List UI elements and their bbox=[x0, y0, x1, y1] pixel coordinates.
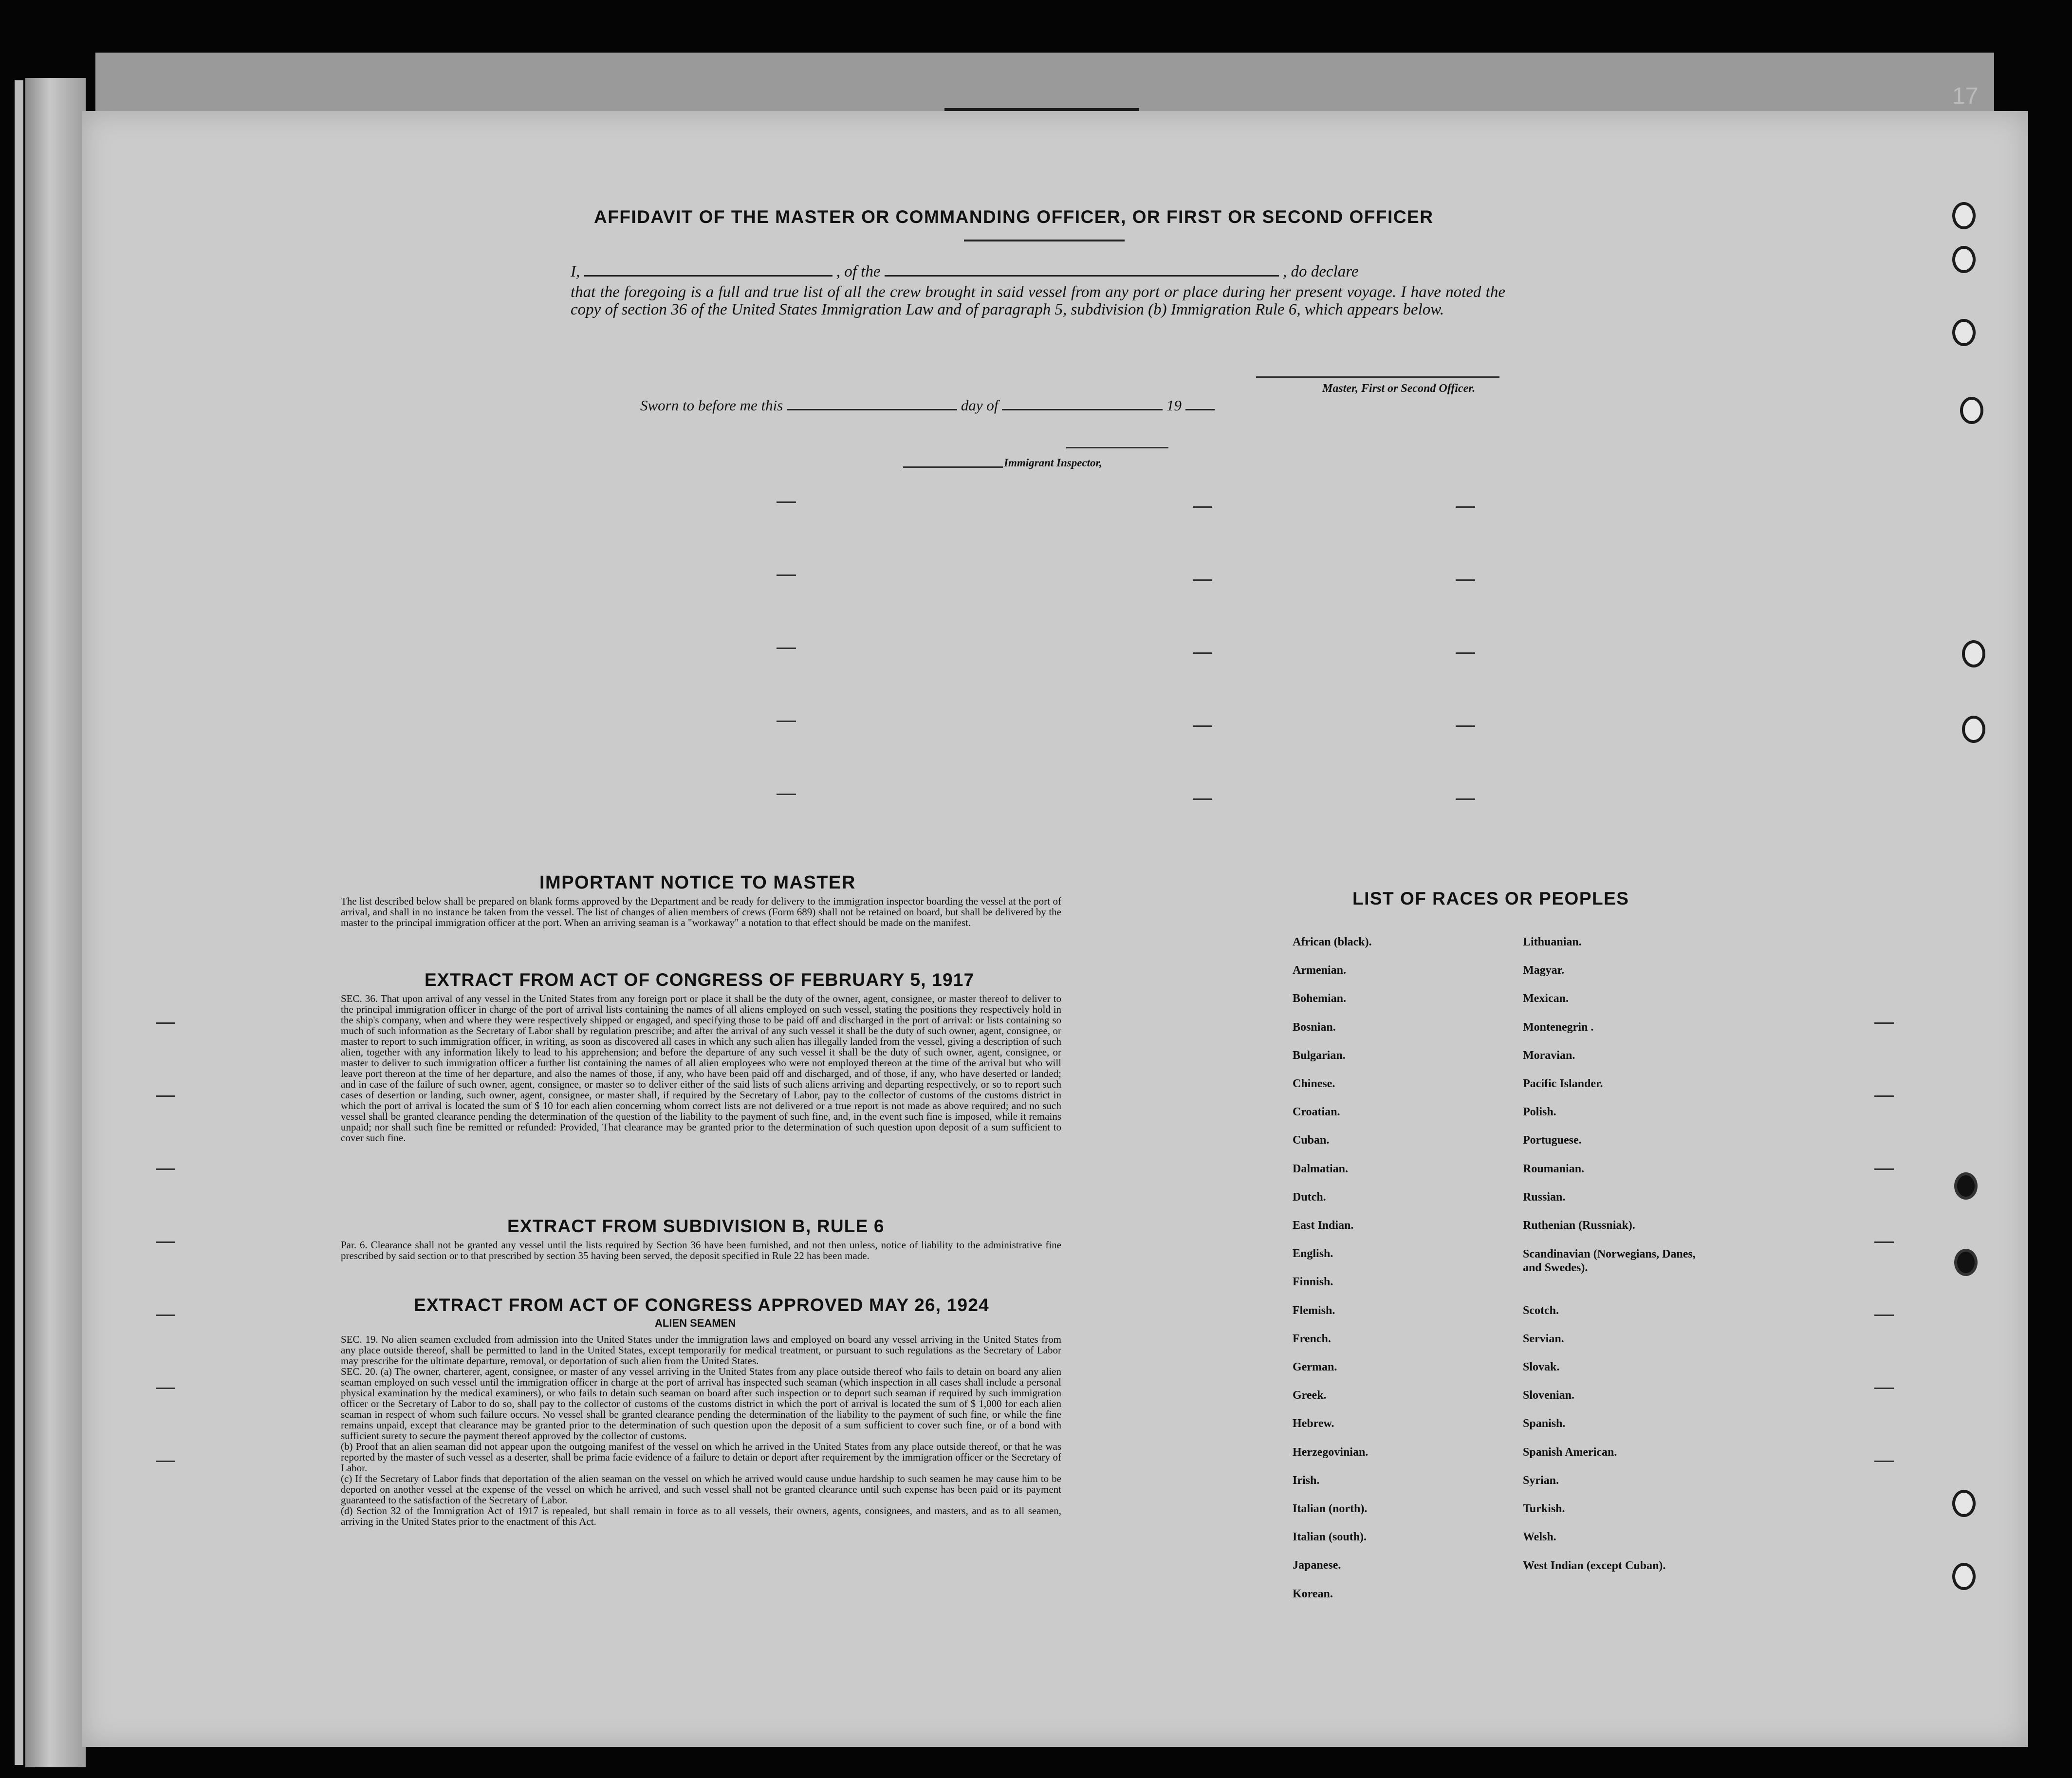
affidavit-title: AFFIDAVIT OF THE MASTER OR COMMANDING OFFICER, OR FIRST OR SECOND OFFICER bbox=[594, 207, 1434, 227]
guide-dash bbox=[156, 1168, 175, 1170]
race-item: Dutch. bbox=[1293, 1190, 1326, 1204]
race-item: Bohemian. bbox=[1293, 992, 1347, 1005]
extract-1924-body bbox=[341, 1334, 1061, 1527]
guide-dash bbox=[777, 721, 796, 722]
race-item: Montenegrin . bbox=[1523, 1020, 1594, 1034]
guide-dash bbox=[1874, 1461, 1894, 1462]
extract-1917-title: EXTRACT FROM ACT OF CONGRESS OF FEBRUARY 5, 1917 bbox=[425, 970, 975, 990]
race-item: Spanish American. bbox=[1523, 1445, 1617, 1459]
extract-1924-subtitle: ALIEN SEAMEN bbox=[655, 1317, 736, 1329]
declaration-of: , of the bbox=[836, 263, 881, 280]
punch-hole-icon bbox=[1954, 1172, 1978, 1200]
guide-dash bbox=[1193, 652, 1212, 654]
race-item: Russian. bbox=[1523, 1190, 1566, 1204]
race-item: English. bbox=[1293, 1247, 1333, 1260]
race-item: West Indian (except Cuban). bbox=[1523, 1559, 1666, 1573]
sec-20a-text: SEC. 20. (a) The owner, charterer, agent, consignee, or master of any vessel arriving in the United States from any place outside thereof who fails to detain on board any alien seaman employed on such vessel until the immigration officer in charge at the port of arrival has inspected such seaman (which inspection in all cases shall include a personal physical examination by the medical examiners), or who fails to detain such seaman on board after such inspection or to deport such seaman if required by such immigration officer or the Secretary of Labor to do so, shall pay to the collector of customs of the customs district in which the port of arrival is located the sum of $ 1,000 for each alien seaman in respect of whom such failure occurs. No vessel shall be granted clearance pending the determination of the liability to the payment of such fine, or while the fine remains unpaid, except that clearance may be granted prior to the determination of such question upon the deposit of a sum sufficient to cover such fine, or of a bond with sufficient surety to secure the payment thereof approved by the collector of customs. bbox=[341, 1366, 1061, 1442]
extract-rule6-title: EXTRACT FROM SUBDIVISION B, RULE 6 bbox=[507, 1216, 885, 1236]
sworn-year-blank[interactable] bbox=[1185, 409, 1215, 410]
sworn-label: Sworn to before me this bbox=[640, 397, 783, 414]
vessel-name-blank[interactable] bbox=[885, 275, 1279, 277]
guide-dash bbox=[1193, 798, 1212, 800]
declaration-i: I, bbox=[571, 263, 580, 280]
guide-dash bbox=[1456, 725, 1475, 727]
guide-dash bbox=[777, 648, 796, 649]
punch-hole-icon bbox=[1962, 716, 1985, 743]
guide-dash bbox=[1456, 652, 1475, 654]
sworn-day-blank[interactable] bbox=[787, 409, 957, 410]
race-item: Pacific Islander. bbox=[1523, 1077, 1603, 1090]
race-item: Scandinavian (Norwegians, Danes, and Swedes). bbox=[1523, 1248, 1696, 1275]
notice-text: The list described below shall be prepared on blank forms approved by the Department and be ready for delivery to the immigration inspector boarding the vessel at the port of arrival, and shall in no instance be taken from the vessel. The list of changes of alien members of crews (Form 689) shall not be retained on board, but shall be delivered by the master to the principal immigration officer at the port. When an arriving seaman is a "workaway" a notation to that effect should be made on the manifest. bbox=[341, 895, 1061, 928]
race-item: Hebrew. bbox=[1293, 1417, 1334, 1430]
guide-dash bbox=[1874, 1315, 1894, 1316]
extract-rule6-text: Par. 6. Clearance shall not be granted any vessel until the lists required by Section 36 have been furnished, and not then unless, notice of liability to the administrative fine prescribed by said section or to that prescribed by section 35 having been served, the deposit specified in Rule 22 has been made. bbox=[341, 1239, 1061, 1261]
guide-dash bbox=[1874, 1168, 1894, 1170]
race-item: Japanese. bbox=[1293, 1559, 1341, 1572]
races-title: LIST OF RACES OR PEOPLES bbox=[1352, 889, 1629, 908]
race-item: Mexican. bbox=[1523, 992, 1569, 1005]
race-item: Portuguese. bbox=[1523, 1134, 1582, 1147]
guide-dash bbox=[156, 1241, 175, 1243]
guide-dash bbox=[1193, 506, 1212, 508]
notice-title: IMPORTANT NOTICE TO MASTER bbox=[539, 872, 856, 893]
declaration-end: , do declare bbox=[1282, 263, 1359, 280]
race-item: African (black). bbox=[1293, 936, 1372, 948]
guide-dash bbox=[156, 1461, 175, 1462]
race-item: Syrian. bbox=[1523, 1474, 1559, 1487]
declaration-body: that the foregoing is a full and true list of all the crew brought in said vessel from any port or place during her present voyage. I have noted the copy of section 36 of the United States Immigration Law and of paragraph 5, subdivision (b) Immigration Rule 6, which appears below. bbox=[571, 283, 1505, 318]
sec-20d-text: (d) Section 32 of the Immigration Act of 1917 is repealed, but shall remain in force as to all vessels, their owners, agents, consignees, and masters, and as to all seamen, arriving in the United States prior to the enactment of this Act. bbox=[341, 1505, 1061, 1527]
guide-dash bbox=[777, 574, 796, 576]
sworn-month-blank[interactable] bbox=[1002, 409, 1163, 410]
punch-hole-icon bbox=[1952, 1490, 1976, 1517]
race-item: Moravian. bbox=[1523, 1049, 1575, 1062]
page-edge-strip bbox=[15, 80, 23, 1765]
sec-20c-text: (c) If the Secretary of Labor finds that deportation of the alien seaman on the vessel on which he arrived would cause undue hardship to such seamen he may cause him to be deported on another vessel at the expense of the vessel on which he arrived, and such vessel shall not be granted clearance until such expense has been paid or its payment guaranteed to the satisfaction of the Secretary of Labor. bbox=[341, 1473, 1061, 1506]
race-item: Irish. bbox=[1293, 1474, 1320, 1487]
race-item: Slovenian. bbox=[1523, 1389, 1575, 1402]
race-item: Croatian. bbox=[1293, 1106, 1340, 1119]
race-item: Ruthenian (Russniak). bbox=[1523, 1219, 1635, 1232]
year-label: 19 bbox=[1166, 397, 1182, 414]
extract-1924-title: EXTRACT FROM ACT OF CONGRESS APPROVED MAY 26, 1924 bbox=[414, 1295, 989, 1315]
race-item: Magyar. bbox=[1523, 964, 1565, 977]
race-item: Cuban. bbox=[1293, 1134, 1330, 1147]
guide-dash bbox=[156, 1022, 175, 1024]
race-item: French. bbox=[1293, 1332, 1331, 1345]
inspector-label: Immigrant Inspector, bbox=[1004, 457, 1102, 469]
guide-dash bbox=[156, 1315, 175, 1316]
affidavit-declaration bbox=[571, 263, 1505, 318]
race-item: Greek. bbox=[1293, 1389, 1327, 1402]
guide-dash bbox=[1456, 798, 1475, 800]
race-item: Armenian. bbox=[1293, 964, 1346, 977]
race-item: Chinese. bbox=[1293, 1077, 1335, 1090]
punch-hole-icon bbox=[1960, 397, 1983, 424]
race-item: Italian (north). bbox=[1293, 1502, 1368, 1515]
guide-dash bbox=[1193, 725, 1212, 727]
page-edge-strip bbox=[25, 78, 86, 1767]
punch-hole-icon bbox=[1954, 1249, 1978, 1276]
guide-dash bbox=[1874, 1388, 1894, 1389]
race-item: Bulgarian. bbox=[1293, 1049, 1346, 1062]
race-item: Servian. bbox=[1523, 1332, 1564, 1345]
race-item: Finnish. bbox=[1293, 1276, 1333, 1289]
race-item: Italian (south). bbox=[1293, 1531, 1367, 1544]
guide-dash bbox=[777, 794, 796, 795]
race-item: German. bbox=[1293, 1361, 1337, 1373]
guide-dash bbox=[1874, 1022, 1894, 1024]
race-item: Roumanian. bbox=[1523, 1162, 1585, 1175]
inspector-signature-line[interactable] bbox=[1066, 447, 1168, 448]
corner-mark: 17 bbox=[1952, 83, 1979, 109]
officer-name-blank[interactable] bbox=[584, 275, 832, 277]
race-item: East Indian. bbox=[1293, 1219, 1354, 1232]
race-item: Polish. bbox=[1523, 1106, 1556, 1119]
guide-dash bbox=[1874, 1241, 1894, 1243]
punch-hole-icon bbox=[1952, 1563, 1976, 1590]
race-item: Scotch. bbox=[1523, 1304, 1559, 1317]
punch-hole-icon bbox=[1952, 246, 1976, 273]
race-item: Flemish. bbox=[1293, 1304, 1335, 1317]
punch-hole-icon bbox=[1952, 319, 1976, 346]
title-underline bbox=[964, 240, 1125, 241]
punch-hole-icon bbox=[1962, 640, 1985, 667]
guide-dash bbox=[1193, 579, 1212, 581]
inspector-line[interactable] bbox=[903, 466, 1003, 468]
race-item: Bosnian. bbox=[1293, 1020, 1336, 1034]
guide-dash bbox=[1456, 579, 1475, 581]
guide-dash bbox=[1874, 1095, 1894, 1097]
race-item: Herzegovinian. bbox=[1293, 1445, 1369, 1459]
race-item: Welsh. bbox=[1523, 1531, 1556, 1544]
race-item: Spanish. bbox=[1523, 1417, 1566, 1430]
race-item: Korean. bbox=[1293, 1587, 1333, 1600]
guide-dash bbox=[156, 1388, 175, 1389]
signature-line[interactable] bbox=[1256, 376, 1499, 378]
sec-19-text: SEC. 19. No alien seamen excluded from admission into the United States under the immigration laws and employed on board any vessel arriving in the United States from any place outside thereof, shall be permitted to land in the United States, except temporarily for medical treatment, or pursuant to such regulations as the Secretary of Labor may prescribe for the ultimate departure, removal, or deportation of such alien from the United States. bbox=[341, 1334, 1061, 1367]
race-item: Turkish. bbox=[1523, 1502, 1565, 1515]
guide-dash bbox=[777, 501, 796, 503]
race-item: Dalmatian. bbox=[1293, 1162, 1348, 1175]
sec-20b-text: (b) Proof that an alien seaman did not appear upon the outgoing manifest of the vessel on which he arrived in the United States from any place outside thereof, or that he was reported by the master of such vessel as a deserter, shall be prima facie evidence of a failure to detain or deport after requirement by the immigration officer or the Secretary of Labor. bbox=[341, 1441, 1061, 1474]
signature-label: Master, First or Second Officer. bbox=[1322, 382, 1476, 395]
guide-dash bbox=[1456, 506, 1475, 508]
sworn-line bbox=[640, 397, 1215, 414]
extract-1917-text: SEC. 36. That upon arrival of any vessel in the United States from any foreign port or place it shall be the duty of the owner, agent, consignee, or master thereof to deliver to the principal immigration officer in charge of the port of arrival lists containing the names of all aliens employed on such vessel, stating the positions they respectively hold in the ship's company, when and where they were respectively shipped or engaged, and specifying those to be paid off and discharged in the port of arrival: or lists containing so much of such information as the Secretary of Labor shall by regulation prescribe; and after the arrival of any such vessel it shall be the duty of such owner, agent, consignee, or master to report to such immigration officer, in writing, as soon as discovered all cases in which any such alien has illegally landed from the vessel, giving a description of such alien, together with any information likely to lead to his apprehension; and before the departure of any such vessel it shall be the duty of such owner, agent, consignee, or master to deliver to such immigration officer a further list containing the names of all alien employees who were not employed thereon at the time of the arrival but who will leave port thereon at the time of her departure, and also the names of those, if any, who have been paid off and discharged, and of those, if any, who have deserted or landed; and in case of the failure of such owner, agent, consignee, or master so to deliver either of the said lists of such aliens arriving and departing respectively, or so to report such cases of desertion or landing, such owner, agent, consignee, or master shall, if required by the Secretary of Labor, pay to the collector of customs of the customs district in which the port of arrival is located the sum of $ 10 for each alien concerning whom correct lists are not delivered or a true report is not made as above required; and no such vessel shall be granted clearance pending the determination of the question of the liability to the payment of such fine, and, in the event such fine is imposed, while it remains unpaid; nor shall such fine be remitted or refunded: Provided, That clearance may be granted prior to the determination of such question upon deposit of a sum sufficient to cover such fine. bbox=[341, 993, 1061, 1144]
day-of-label: day of bbox=[961, 397, 999, 414]
guide-dash bbox=[156, 1095, 175, 1097]
race-item: Slovak. bbox=[1523, 1361, 1560, 1373]
race-item: Lithuanian. bbox=[1523, 936, 1582, 948]
punch-hole-icon bbox=[1952, 202, 1976, 229]
